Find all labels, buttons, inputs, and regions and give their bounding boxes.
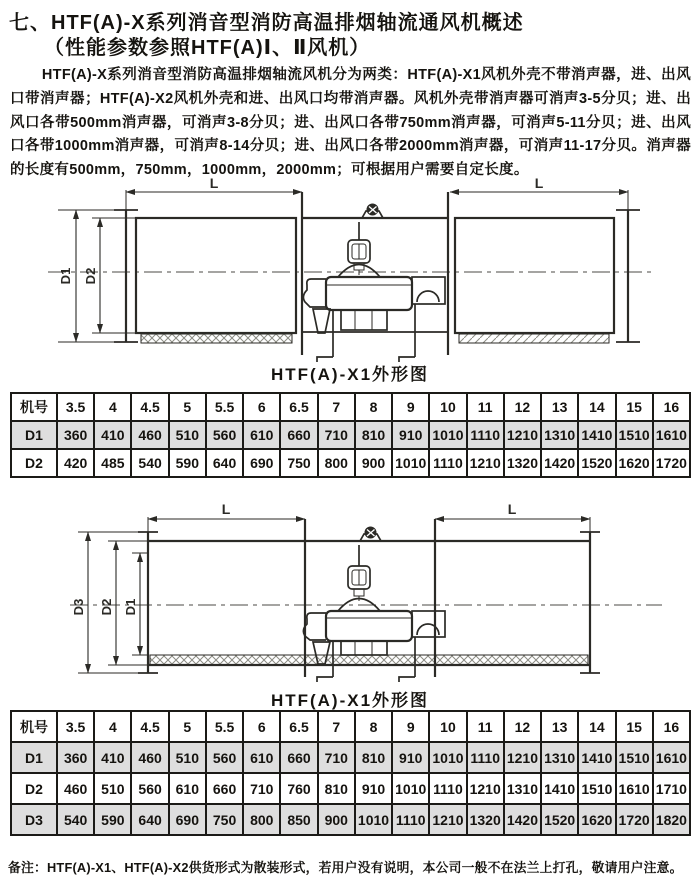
support-foot	[317, 677, 333, 682]
fan-outline-figure-x2	[0, 492, 700, 688]
dimension-cell: 510	[169, 742, 206, 773]
silencer-right-liner-hatch	[459, 334, 609, 343]
dimension-cell: 900	[318, 804, 355, 835]
dimension-cell: 1110	[467, 742, 504, 773]
dimension-cell: 1210	[429, 804, 466, 835]
size-cell: 8	[355, 393, 392, 421]
dimension-cell: 750	[280, 449, 317, 477]
size-cell: 7	[318, 711, 355, 742]
dimension-row	[11, 773, 690, 804]
dimension-cell: 660	[280, 421, 317, 449]
dimension-label-L: L	[221, 501, 231, 517]
silencer-left	[136, 218, 296, 333]
dimension-label-L: L	[507, 501, 517, 517]
size-cell: 15	[616, 393, 653, 421]
dimension-cell: 1310	[504, 773, 541, 804]
figure2-caption: HTF(A)-X1外形图	[270, 691, 430, 710]
dimension-cell: 760	[280, 773, 317, 804]
dimension-cell: 910	[392, 742, 429, 773]
dimension-cell: 460	[131, 421, 168, 449]
dimension-L-right	[450, 178, 628, 192]
dimension-cell: 1520	[578, 449, 615, 477]
row-header-cell: D2	[11, 449, 57, 477]
dimension-row	[11, 804, 690, 835]
motor-base	[341, 641, 387, 655]
size-cell: 4	[94, 711, 131, 742]
dimension-row	[11, 421, 690, 449]
dimension-cell: 710	[243, 773, 280, 804]
dimension-cell: 1110	[429, 449, 466, 477]
dimension-cell: 850	[280, 804, 317, 835]
dimension-cell: 800	[318, 449, 355, 477]
dimension-table-x1	[10, 392, 691, 478]
dimension-cell: 750	[206, 804, 243, 835]
lifting-eye-icon	[360, 527, 381, 542]
figure1-caption: HTF(A)-X1外形图	[270, 365, 430, 384]
dimension-cell: 900	[355, 449, 392, 477]
dimension-cell: 1320	[504, 449, 541, 477]
size-cell: 11	[467, 711, 504, 742]
dimension-cell: 710	[318, 421, 355, 449]
dimension-cell: 360	[57, 742, 94, 773]
size-cell: 6.5	[280, 393, 317, 421]
size-cell: 5	[169, 711, 206, 742]
dimension-cell: 485	[94, 449, 131, 477]
size-cell: 14	[578, 711, 615, 742]
dimension-cell: 1310	[541, 421, 578, 449]
size-cell: 6	[243, 393, 280, 421]
size-cell: 8	[355, 711, 392, 742]
size-cell: 6.5	[280, 711, 317, 742]
dimension-label-D2: D2	[83, 267, 98, 285]
dimension-cell: 1210	[467, 773, 504, 804]
page-subtitle: （性能参数参照HTF(A)Ⅰ、Ⅱ风机）	[44, 37, 371, 59]
casing-liner-hatch	[150, 655, 588, 665]
dimension-cell: 1010	[429, 742, 466, 773]
dimension-cell: 610	[243, 742, 280, 773]
dimension-cell: 810	[355, 421, 392, 449]
dimension-cell: 1620	[616, 449, 653, 477]
silencer-left-liner-hatch	[141, 334, 292, 343]
dimension-cell: 1110	[467, 421, 504, 449]
dimension-row	[11, 449, 690, 477]
dimension-label-D1: D1	[58, 267, 73, 285]
size-cell: 4.5	[131, 711, 168, 742]
dimension-cell: 1720	[616, 804, 653, 835]
dimension-cell: 560	[131, 773, 168, 804]
dimension-cell: 660	[206, 773, 243, 804]
dimension-cell: 1210	[504, 742, 541, 773]
dimension-label-D2: D2	[99, 598, 114, 616]
size-cell: 14	[578, 393, 615, 421]
dimension-cell: 420	[57, 449, 94, 477]
dimension-L-left	[126, 178, 302, 192]
size-cell: 5	[169, 393, 206, 421]
row-header-cell: 机号	[11, 711, 57, 742]
size-cell: 3.5	[57, 711, 94, 742]
row-header-cell: D1	[11, 742, 57, 773]
dimension-cell: 1110	[429, 773, 466, 804]
dimension-cell: 1320	[467, 804, 504, 835]
motor-bracket	[303, 279, 326, 307]
size-cell: 15	[616, 711, 653, 742]
footnote-text: 备注：HTF(A)-X1、HTF(A)-X2供货形式为散装形式，若用户没有说明，本公司一般不在法兰上打孔，敬请用户注意。	[8, 860, 683, 875]
dimension-cell: 640	[131, 804, 168, 835]
dimension-cell: 1610	[616, 773, 653, 804]
dimension-cell: 1420	[504, 804, 541, 835]
size-cell: 11	[467, 393, 504, 421]
dimension-cell: 540	[131, 449, 168, 477]
size-cell: 4	[94, 393, 131, 421]
dimension-row	[11, 742, 690, 773]
dimension-cell: 510	[169, 421, 206, 449]
dimension-L-left	[148, 501, 305, 519]
dimension-cell: 1420	[541, 449, 578, 477]
motor-body	[326, 611, 412, 641]
dimension-cell: 690	[243, 449, 280, 477]
dimension-D1	[123, 553, 148, 655]
dimension-cell: 710	[318, 742, 355, 773]
dimension-cell: 1410	[541, 773, 578, 804]
dimension-cell: 1010	[355, 804, 392, 835]
dimension-cell: 1210	[504, 421, 541, 449]
dimension-cell: 1610	[653, 742, 690, 773]
size-cell: 9	[392, 393, 429, 421]
dimension-cell: 1620	[578, 804, 615, 835]
dimension-cell: 1520	[541, 804, 578, 835]
dimension-cell: 690	[169, 804, 206, 835]
dimension-cell: 810	[355, 742, 392, 773]
size-cell: 12	[504, 393, 541, 421]
motor-assembly	[303, 222, 445, 362]
dimension-cell: 910	[355, 773, 392, 804]
dimension-cell: 1010	[392, 773, 429, 804]
dimension-cell: 560	[206, 421, 243, 449]
dimension-cell: 1510	[616, 421, 653, 449]
dimension-D2	[83, 218, 136, 333]
intro-paragraph: HTF(A)-X系列消音型消防高温排烟轴流风机分为两类：HTF(A)-X1风机外壳不带消声器，进、出风口带消声器；HTF(A)-X2风机外壳和进、出风口均带消声器。风机外壳带消声器可消声3-5分贝；进、出风口各带500mm消声器，可消声3-8分贝；进、出风口各带750mm消声器，可消声5-11分贝；进、出风口各带1000mm消声器，可消声8-14分贝；进、出风口各带2000mm消声器，可消声11-17分贝。消声器的长度有500mm，750mm，1000mm，2000mm；可根据用户需要自定长度。	[10, 67, 691, 179]
dimension-label-D3: D3	[71, 598, 86, 616]
silencer-right	[455, 218, 614, 333]
size-cell: 12	[504, 711, 541, 742]
size-header-row	[11, 393, 690, 421]
dimension-cell: 1610	[653, 421, 690, 449]
size-cell: 10	[429, 393, 466, 421]
dimension-label-L: L	[534, 178, 544, 191]
size-cell: 9	[392, 711, 429, 742]
dimension-cell: 910	[392, 421, 429, 449]
motor-body	[326, 277, 412, 310]
dimension-cell: 1510	[578, 773, 615, 804]
dimension-cell: 410	[94, 742, 131, 773]
motor-base	[341, 310, 387, 330]
dimension-cell: 610	[169, 773, 206, 804]
size-header-row	[11, 711, 690, 742]
dimension-cell: 800	[243, 804, 280, 835]
dimension-cell: 410	[94, 421, 131, 449]
dimension-cell: 1010	[392, 449, 429, 477]
dimension-cell: 1720	[653, 449, 690, 477]
dimension-cell: 1410	[578, 421, 615, 449]
size-cell: 13	[541, 393, 578, 421]
dimension-cell: 810	[318, 773, 355, 804]
size-cell: 10	[429, 711, 466, 742]
dimension-cell: 590	[169, 449, 206, 477]
dimension-cell: 1820	[653, 804, 690, 835]
dimension-label-L: L	[209, 178, 219, 191]
dimension-table-x2	[10, 710, 691, 836]
fan-outline-figure-x1	[0, 178, 700, 362]
lifting-eye-icon	[362, 204, 383, 219]
bracket-foot	[313, 309, 330, 333]
size-cell: 16	[653, 711, 690, 742]
row-header-cell: D3	[11, 804, 57, 835]
dimension-cell: 1510	[616, 742, 653, 773]
dimension-cell: 1110	[392, 804, 429, 835]
size-cell: 4.5	[131, 393, 168, 421]
motor-bracket	[303, 613, 326, 640]
dimension-cell: 1410	[578, 742, 615, 773]
dimension-cell: 640	[206, 449, 243, 477]
dimension-cell: 590	[94, 804, 131, 835]
size-cell: 16	[653, 393, 690, 421]
size-cell: 5.5	[206, 393, 243, 421]
dimension-cell: 560	[206, 742, 243, 773]
dimension-cell: 660	[280, 742, 317, 773]
dimension-L-right	[435, 501, 590, 519]
size-cell: 7	[318, 393, 355, 421]
dimension-cell: 1010	[429, 421, 466, 449]
dimension-cell: 510	[94, 773, 131, 804]
dimension-label-D1: D1	[123, 598, 138, 616]
row-header-cell: D1	[11, 421, 57, 449]
dimension-cell: 1310	[541, 742, 578, 773]
dimension-cell: 610	[243, 421, 280, 449]
dimension-cell: 460	[57, 773, 94, 804]
dimension-cell: 1710	[653, 773, 690, 804]
dimension-cell: 540	[57, 804, 94, 835]
page-title: 七、HTF(A)-X系列消音型消防高温排烟轴流通风机概述	[9, 12, 524, 34]
size-cell: 6	[243, 711, 280, 742]
support-foot	[399, 677, 415, 682]
row-header-cell: D2	[11, 773, 57, 804]
dimension-cell: 460	[131, 742, 168, 773]
size-cell: 3.5	[57, 393, 94, 421]
row-header-cell: 机号	[11, 393, 57, 421]
dimension-cell: 360	[57, 421, 94, 449]
dimension-cell: 1210	[467, 449, 504, 477]
size-cell: 5.5	[206, 711, 243, 742]
size-cell: 13	[541, 711, 578, 742]
